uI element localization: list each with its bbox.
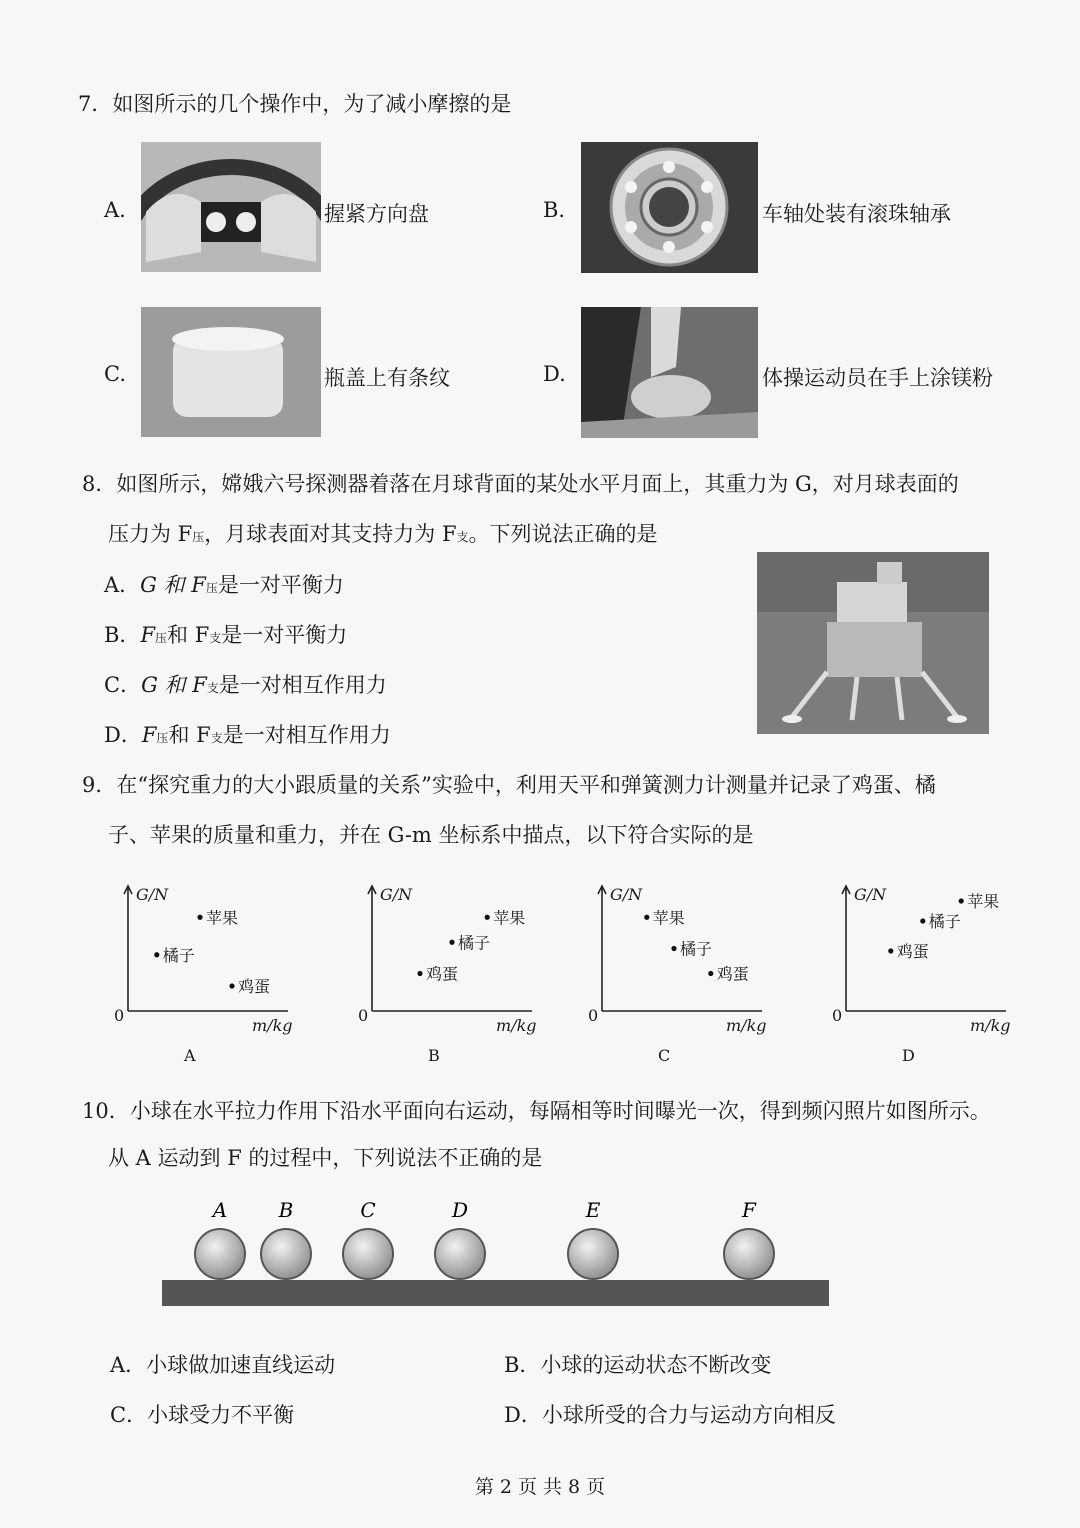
x-axis-label: m/kg [496, 1016, 537, 1035]
q7-option-c-letter: C. [104, 362, 126, 386]
x-axis-label: m/kg [970, 1016, 1011, 1035]
q10-option-c [110, 1399, 294, 1429]
q7-option-c-text: 瓶盖上有条纹 [324, 366, 450, 390]
x-axis-label: m/kg [252, 1016, 293, 1035]
point-label: 苹果 [206, 908, 239, 928]
q7-option-d-text: 体操运动员在手上涂镁粉 [762, 366, 993, 390]
ball-F [724, 1229, 774, 1279]
q8-option-sub: 压 [205, 581, 218, 595]
ball-label: D [451, 1198, 469, 1222]
q9-graph-d [830, 873, 1020, 1065]
strobe-diagram [150, 1190, 840, 1310]
q8-option-letter: C． [104, 673, 142, 697]
point-鸡蛋 [708, 971, 713, 976]
point-label: 橘子 [162, 945, 195, 965]
q10-option-text: 小球做加速直线运动 [146, 1353, 336, 1377]
y-axis-label: G/N [610, 885, 643, 904]
point-橘子 [671, 946, 676, 951]
ball-label: C [360, 1198, 376, 1222]
q9-stem-line2: 子、苹果的质量和重力，并在 G-m 坐标系中描点，以下符合实际的是 [108, 823, 754, 847]
point-label: 橘子 [680, 939, 713, 959]
graph-letter: D [902, 1046, 915, 1065]
bottle-cap-photo [141, 307, 321, 437]
q8-option-part: G 和 F [140, 573, 206, 597]
point-苹果 [485, 915, 490, 920]
q8-option-letter: A． [104, 573, 141, 597]
y-axis-label: G/N [380, 885, 413, 904]
point-label: 苹果 [493, 908, 526, 928]
q8-option-part: G 和 F [141, 673, 207, 697]
q8-option-part: 是一对平衡力 [217, 573, 344, 597]
y-axis-label: G/N [854, 885, 887, 904]
ball-D [435, 1229, 485, 1279]
q9-graph-b [356, 873, 546, 1065]
origin-label: 0 [358, 1006, 369, 1025]
point-橘子 [154, 952, 159, 957]
ball-E [568, 1229, 618, 1279]
q7-option-a-text: 握紧方向盘 [324, 202, 429, 226]
q8-stem-part: ，月球表面对其支持力为 F [204, 522, 457, 546]
q8-option-part: 和 F [167, 623, 210, 647]
q7-option-b-text: 车轴处装有滚珠轴承 [762, 202, 951, 226]
q8-option-a [104, 569, 344, 599]
lunar-lander-photo [757, 552, 989, 734]
ball-label: F [742, 1198, 756, 1222]
origin-label: 0 [588, 1006, 599, 1025]
q7-option-b-letter: B. [543, 198, 566, 222]
origin-label: 0 [832, 1006, 843, 1025]
q7-option-d-letter: D. [543, 362, 566, 386]
ball-label: B [278, 1198, 294, 1222]
ball-label: E [585, 1198, 601, 1222]
q8-sub: 支 [456, 530, 469, 544]
q10-option-letter: A． [110, 1353, 147, 1377]
q10-option-text: 小球受力不平衡 [147, 1403, 295, 1427]
q10-option-b [504, 1349, 771, 1379]
q10-option-letter: D． [504, 1403, 542, 1427]
q8-option-b [104, 619, 347, 649]
ball-A [195, 1229, 245, 1279]
q8-option-sub: 压 [155, 631, 168, 645]
point-label: 鸡蛋 [238, 977, 271, 996]
q10-option-a [110, 1349, 335, 1379]
q10-option-letter: B． [504, 1353, 541, 1377]
gymnast-chalk-photo [581, 307, 758, 438]
point-橘子 [449, 940, 454, 945]
origin-label: 0 [114, 1006, 125, 1025]
ball-B [261, 1229, 311, 1279]
point-label: 橘子 [928, 912, 961, 931]
point-鸡蛋 [229, 983, 234, 988]
point-橘子 [920, 918, 925, 923]
q9-stem-line1: 9．在“探究重力的大小跟质量的关系”实验中，利用天平和弹簧测力计测量并记录了鸡蛋、橘 [82, 773, 936, 797]
ball-label: A [212, 1198, 228, 1222]
q9-graph-a [112, 873, 302, 1065]
point-苹果 [644, 915, 649, 920]
point-鸡蛋 [888, 948, 893, 953]
q8-stem-part: 压力为 F [108, 522, 193, 546]
page-footer: 第 2 页 共 8 页 [474, 1476, 606, 1498]
x-axis-label: m/kg [726, 1016, 767, 1035]
q7-stem: 7．如图所示的几个操作中，为了减小摩擦的是 [78, 92, 512, 116]
point-label: 橘子 [458, 933, 491, 953]
q8-option-part: 是一对相互作用力 [218, 673, 387, 697]
point-label: 鸡蛋 [896, 942, 929, 961]
q8-option-sub: 支 [206, 681, 219, 695]
q8-sub: 压 [192, 530, 205, 544]
q10-option-d [504, 1399, 836, 1429]
q8-option-letter: D． [104, 723, 142, 747]
q8-option-part: F [141, 723, 157, 747]
q8-option-c [104, 669, 387, 699]
q8-stem-line1: 8．如图所示，嫦娥六号探测器着落在月球背面的某处水平月面上，其重力为 G，对月球表面的 [82, 472, 959, 496]
q8-option-sub: 压 [156, 731, 169, 745]
q10-option-text: 小球所受的合力与运动方向相反 [541, 1403, 836, 1427]
horizontal-surface [162, 1280, 829, 1306]
q8-option-sub: 支 [210, 731, 223, 745]
ball-bearing-photo [581, 142, 758, 273]
point-label: 苹果 [967, 892, 1000, 911]
q10-option-text: 小球的运动状态不断改变 [540, 1353, 772, 1377]
point-苹果 [197, 915, 202, 920]
steering-wheel-photo [141, 142, 321, 272]
point-label: 苹果 [652, 908, 685, 928]
point-label: 鸡蛋 [426, 964, 459, 984]
point-苹果 [959, 898, 964, 903]
q8-option-part: 和 F [168, 723, 211, 747]
q8-option-d [104, 719, 391, 749]
q8-option-sub: 支 [209, 631, 222, 645]
graph-letter: C [658, 1046, 671, 1065]
q8-option-part: 是一对相互作用力 [222, 723, 391, 747]
y-axis-label: G/N [136, 885, 169, 904]
q7-option-a-letter: A. [104, 198, 126, 222]
q8-option-part: 是一对平衡力 [221, 623, 348, 647]
ball-C [343, 1229, 393, 1279]
q9-graph-c [586, 873, 776, 1065]
q8-stem-line2 [108, 518, 658, 548]
q8-stem-part: 。下列说法正确的是 [468, 522, 658, 546]
point-鸡蛋 [417, 971, 422, 976]
graph-letter: B [428, 1046, 440, 1065]
graph-letter: A [184, 1046, 196, 1065]
point-label: 鸡蛋 [716, 964, 749, 984]
q10-stem-line2: 从 A 运动到 F 的过程中，下列说法不正确的是 [108, 1146, 543, 1170]
q10-option-letter: C． [110, 1403, 148, 1427]
q8-option-letter: B． [104, 623, 141, 647]
q8-option-part: F [140, 623, 156, 647]
q10-stem-line1: 10．小球在水平拉力作用下沿水平面向右运动，每隔相等时间曝光一次，得到频闪照片如图所示。 [82, 1099, 991, 1123]
